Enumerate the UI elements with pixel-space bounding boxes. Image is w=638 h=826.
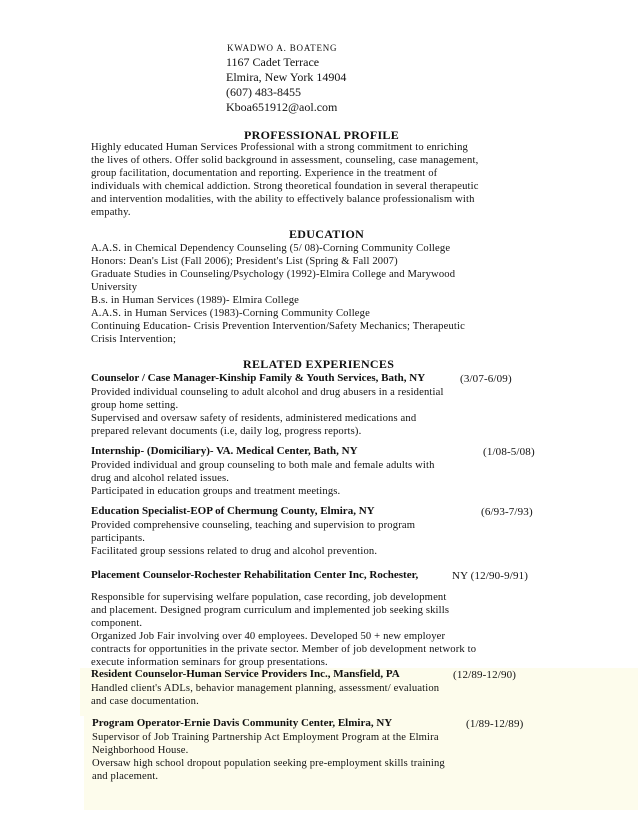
job-dates: (1/89-12/89) (466, 718, 524, 730)
job-line: drug and alcohol related issues. (91, 473, 230, 484)
contact-email[interactable]: Kboa651912@aol.com (226, 100, 338, 114)
job-line: Supervisor of Job Training Partnership Act Employment Program at the Elmira (92, 732, 439, 743)
job-line: prepared relevant documents (i.e, daily log, progress reports). (91, 426, 362, 437)
job-line: participants. (91, 533, 146, 544)
education-line: Honors: Dean's List (Fall 2006); President's List (Spring & Fall 2007) (91, 256, 398, 267)
profile-line: the lives of others. Offer solid background in assessment, counseling, case management, (91, 155, 479, 166)
job-title: Internship- (Domiciliary)- VA. Medical Center, Bath, NY (91, 445, 358, 457)
education-line: A.A.S. in Human Services (1983)-Corning Community College (91, 308, 370, 319)
job-title: Counselor / Case Manager-Kinship Family & Youth Services, Bath, NY (91, 372, 426, 384)
job-line: execute information seminars for group presentations. (91, 657, 328, 668)
profile-line: individuals with chemical addiction. Strong theoretical foundation in several therapeutic (91, 181, 479, 192)
job-line: Provided individual and group counseling to both male and female adults with (91, 460, 435, 471)
profile-line: group facilitation, documentation and reporting. Experience in the treatment of (91, 168, 438, 179)
job-title: Education Specialist-EOP of Chermung County, Elmira, NY (91, 505, 375, 517)
job-title: Resident Counselor-Human Service Providers Inc., Mansfield, PA (91, 668, 400, 680)
contact-street: 1167 Cadet Terrace (226, 55, 320, 69)
job-line: Neighborhood House. (92, 745, 189, 756)
contact-city: Elmira, New York 14904 (226, 70, 347, 84)
education-line: Graduate Studies in Counseling/Psychology (1992)-Elmira College and Marywood (91, 269, 456, 280)
contact-phone: (607) 483-8455 (226, 85, 301, 99)
education-line: Continuing Education- Crisis Prevention Intervention/Safety Mechanics; Therapeutic (91, 321, 465, 332)
job-dates: (6/93-7/93) (481, 506, 533, 518)
job-line: Provided comprehensive counseling, teaching and supervision to program (91, 520, 416, 531)
job-line: Participated in education groups and treatment meetings. (91, 486, 341, 497)
profile-line: Highly educated Human Services Professional with a strong commitment to enriching (91, 142, 468, 153)
job-dates: (1/08-5/08) (483, 446, 535, 458)
education-heading: EDUCATION (289, 227, 365, 241)
profile-line: and intervention modalities, with the ability to effectively balance professionalism with (91, 194, 475, 205)
education-line: University (91, 282, 138, 293)
job-line: component. (91, 618, 143, 629)
education-line: A.A.S. in Chemical Dependency Counseling (5/ 08)-Corning Community College (91, 243, 451, 254)
job-line: Oversaw high school dropout population seeking pre-employment skills training (92, 758, 445, 769)
experience-heading: RELATED EXPERIENCES (243, 357, 395, 371)
education-line: Crisis Intervention; (91, 334, 177, 345)
job-dates: NY (12/90-9/91) (452, 570, 529, 582)
job-line: Handled client's ADLs, behavior management planning, assessment/ evaluation (91, 683, 440, 694)
education-line: B.s. in Human Services (1989)- Elmira College (91, 295, 299, 306)
job-line: and case documentation. (91, 696, 199, 707)
profile-line: empathy. (91, 207, 131, 218)
job-title: Placement Counselor-Rochester Rehabilitation Center Inc, Rochester, (91, 569, 419, 581)
contact-name: KWADWO A. BOATENG (227, 43, 338, 53)
job-dates: (3/07-6/09) (460, 373, 512, 385)
profile-heading: PROFESSIONAL PROFILE (244, 128, 400, 142)
job-line: and placement. Designed program curriculum and implemented job seeking skills (91, 605, 450, 616)
job-dates: (12/89-12/90) (453, 669, 517, 681)
job-line: Organized Job Fair involving over 40 employees. Developed 50 + new employer (91, 631, 446, 642)
job-line: group home setting. (91, 400, 179, 411)
job-line: Responsible for supervising welfare population, case recording, job development (91, 592, 447, 603)
job-line: contracts for opportunities in the private sector. Member of job development network to (91, 644, 477, 655)
job-line: and placement. (92, 771, 159, 782)
job-line: Supervised and oversaw safety of residents, administered medications and (91, 413, 417, 424)
job-title: Program Operator-Ernie Davis Community Center, Elmira, NY (92, 717, 393, 729)
job-line: Provided individual counseling to adult alcohol and drug abusers in a residential (91, 387, 444, 398)
job-line: Facilitated group sessions related to drug and alcohol prevention. (91, 546, 378, 557)
